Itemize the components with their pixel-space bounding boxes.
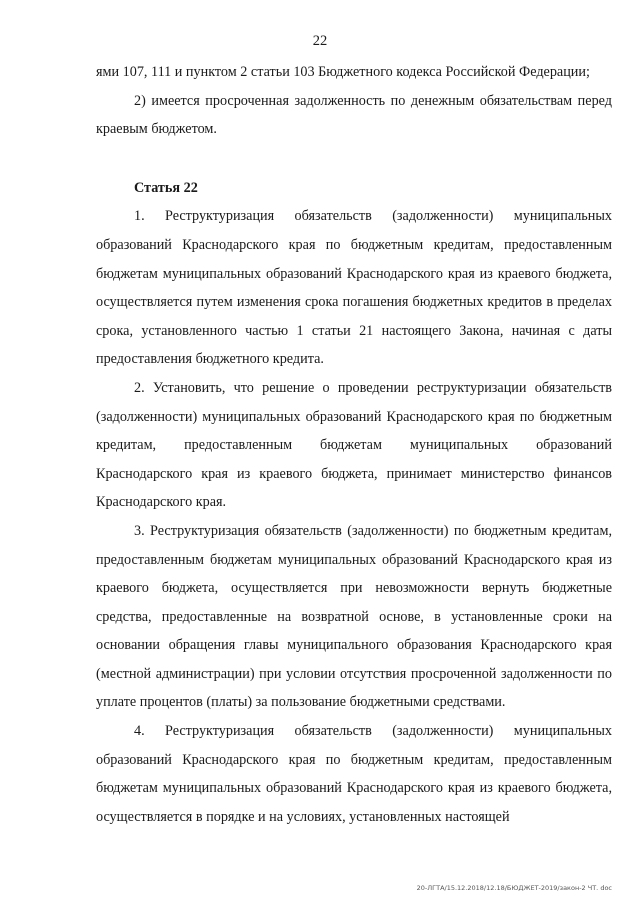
paragraph: 1. Реструктуризация обязательств (задолженности) муниципальных образований Краснодарского края по бюджетным кредитам, предоставленным бюджетам муниципальных образований Краснодарского края из краевого бюджета, осуществляется путем изменения срока погашения бюджетных кредитов в пределах срока, установленного частью 1 статьи 21 настоящего Закона, начиная с даты предоставления бюджетного кредита. (96, 208, 612, 368)
article-title: Статья 22 (134, 179, 198, 196)
paragraph: 3. Реструктуризация обязательств (задолженности) по бюджетным кредитам, предоставленным бюджетам муниципальных образований Краснодарского края из краевого бюджета, осуществляется при невозможности вернуть бюджетные средства, предоставленные на возвратной основе, в установленные сроки на основании обращения главы муниципального образования Краснодарского края (местной администрации) при условии отсутствия просроченной задолженности по уплате процентов (платы) за пользование бюджетными средствами. (96, 522, 612, 711)
paragraph: 2. Установить, что решение о проведении реструктуризации обязательств (задолженности) муниципальных образований Краснодарского края по бюджетным кредитам, предоставленным бюджетам муниципальных образований Краснодарского края из краевого бюджета, принимает министерство финансов Краснодарского края. (96, 379, 612, 511)
file-path-footer: 20-ЛГТА/15.12.2018/12.18/БЮДЖЕТ-2019/закон-2 ЧТ. doc (416, 884, 612, 892)
paragraph: 4. Реструктуризация обязательств (задолженности) муниципальных образований Краснодарского края по бюджетным кредитам, предоставленным бюджетам муниципальных образований Краснодарского края из краевого бюджета, осуществляется в порядке и на условиях, установленных настоящей (96, 723, 612, 825)
page-number: 22 (312, 33, 328, 49)
document-body (96, 58, 612, 831)
paragraph: ями 107, 111 и пунктом 2 статьи 103 Бюджетного кодекса Российской Федерации; (96, 64, 590, 80)
paragraph: 2) имеется просроченная задолженность по денежным обязательствам перед краевым бюджетом. (96, 92, 612, 138)
